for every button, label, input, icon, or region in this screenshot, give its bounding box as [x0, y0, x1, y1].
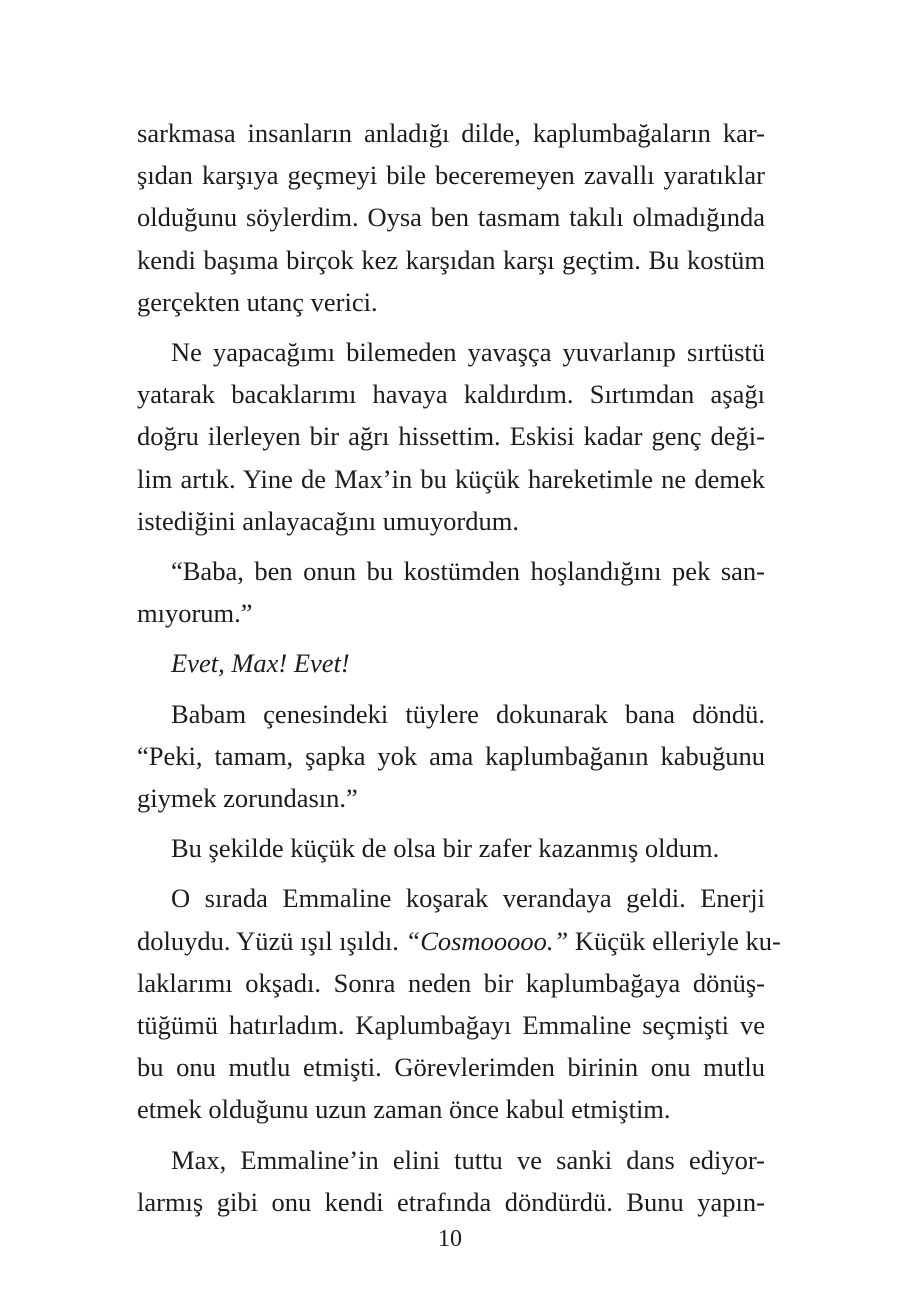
text-line: sarkmasa insanların anladığı dilde, kaplumbağaların kar-: [137, 118, 765, 148]
text-line: kendi başıma birçok kez karşıdan karşı geçtim. Bu kostüm: [137, 244, 765, 275]
text-line: olduğunu söylerdim. Oysa ben tasmam takılı olmadığında: [137, 202, 765, 233]
page-number: 10: [438, 1226, 462, 1252]
text-segment: Küçük elleriyle ku-: [574, 925, 781, 956]
text-line: bu onu mutlu etmişti. Görevlerimden birinin onu mutlu: [137, 1052, 765, 1083]
text-line: giymek zorundasın.”: [137, 783, 358, 814]
text-line: Babam çenesindeki tüylere dokunarak bana döndü.: [171, 698, 765, 729]
text-line: laklarımı okşadı. Sonra neden bir kaplumbağaya dönüş-: [137, 967, 765, 998]
text-line-italic: Evet, Max! Evet!: [171, 648, 350, 679]
text-line: “Baba, ben onun bu kostümden hoşlandığını pek san-: [171, 556, 765, 587]
text-line: şıdan karşıya geçmeyi bile beceremeyen zavallı yaratıklar: [137, 160, 765, 191]
text-line: tüğümü hatırladım. Kaplumbağayı Emmaline seçmişti ve: [137, 1010, 765, 1041]
body-text: [137, 112, 781, 1223]
text-line: “Peki, tamam, şapka yok ama kaplumbağanın kabuğunu: [137, 740, 765, 771]
text-line: Bu şekilde küçük de olsa bir zafer kazanmış oldum.: [171, 833, 720, 864]
text-line-mixed: [137, 920, 781, 962]
text-line: yatarak bacaklarımı havaya kaldırdım. Sırtımdan aşağı: [137, 379, 765, 410]
text-line: istediğini anlayacağını umuyordum.: [137, 505, 519, 536]
text-line: lim artık. Yine de Max’in bu küçük hareketimle ne demek: [137, 463, 765, 494]
text-line: mıyorum.”: [137, 598, 253, 629]
text-line: doğru ilerleyen bir ağrı hissettim. Eskisi kadar genç deği-: [137, 421, 765, 452]
text-line: Max, Emmaline’in elini tuttu ve sanki dans ediyor-: [171, 1144, 765, 1175]
text-line: gerçekten utanç verici.: [137, 286, 378, 317]
text-line: O sırada Emmaline koşarak verandaya geldi. Enerji: [171, 883, 765, 914]
text-segment: doluydu. Yüzü ışıl ışıldı.: [137, 925, 399, 956]
text-line: larmış gibi onu kendi etrafında döndürdü. Bunu yapın-: [137, 1186, 765, 1217]
text-segment-italic: “Cosmooooo.”: [405, 925, 569, 956]
text-line: Ne yapacağımı bilemeden yavaşça yuvarlanıp sırtüstü: [171, 337, 765, 368]
text-line: etmek olduğunu uzun zaman önce kabul etmiştim.: [137, 1094, 671, 1125]
